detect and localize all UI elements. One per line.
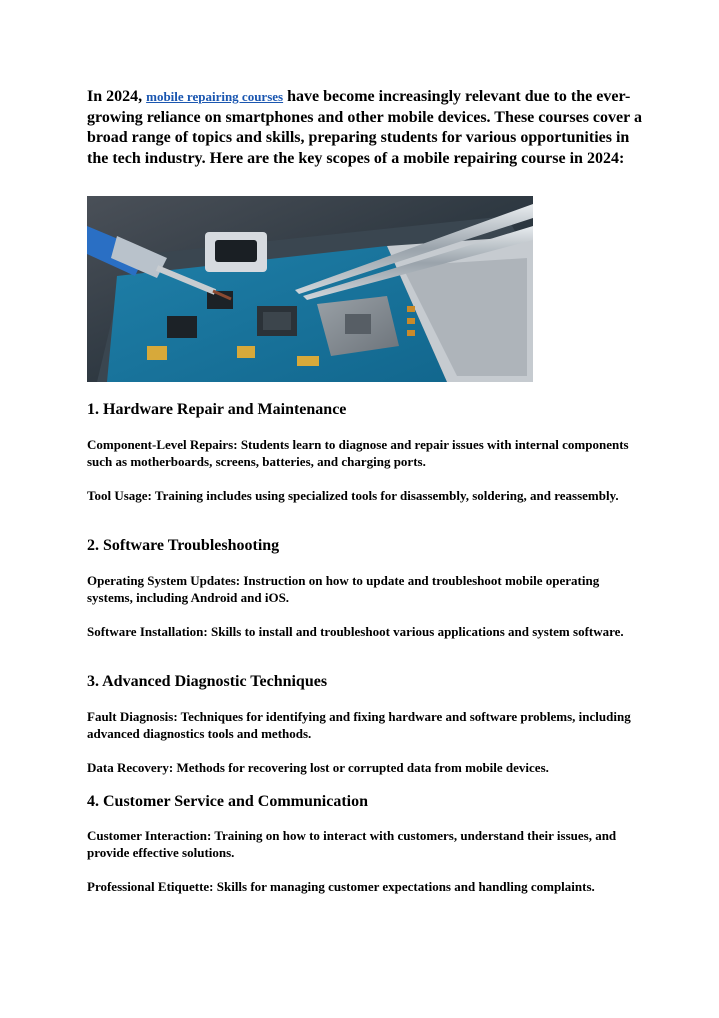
section-4-paragraph-1: Customer Interaction: Training on how to interact with customers, understand their issues, and provide effective solutions. — [87, 828, 617, 860]
section-3-heading: 3. Advanced Diagnostic Techniques — [87, 673, 328, 690]
section-2-paragraph-2: Software Installation: Skills to install and troubleshoot various applications and system software. — [87, 624, 624, 639]
section-1-paragraph-1: Component-Level Repairs: Students learn to diagnose and repair issues with internal components such as motherboards, screens, batteries, and charging ports. — [87, 437, 629, 469]
section-4-heading: 4. Customer Service and Communication — [87, 793, 369, 810]
section-4-paragraph-2: Professional Etiquette: Skills for managing customer expectations and handling complaints. — [87, 879, 595, 894]
section-2-paragraph-1: Operating System Updates: Instruction on how to update and troubleshoot mobile operating systems, including Android and iOS. — [87, 573, 600, 605]
section-3-paragraph-1: Fault Diagnosis: Techniques for identifying and fixing hardware and software problems, including advanced diagnostics tools and methods. — [87, 709, 631, 741]
circuit-board-repair-photo — [87, 196, 533, 382]
section-1-heading: 1. Hardware Repair and Maintenance — [87, 401, 347, 418]
section-1-paragraph-2: Tool Usage: Training includes using specialized tools for disassembly, soldering, and reassembly. — [87, 488, 619, 503]
mobile-repairing-courses-link[interactable]: mobile repairing courses — [146, 89, 284, 104]
section-2-heading: 2. Software Troubleshooting — [87, 537, 280, 554]
intro-paragraph — [87, 87, 647, 169]
section-3-paragraph-2: Data Recovery: Methods for recovering lost or corrupted data from mobile devices. — [87, 760, 549, 775]
intro-lead: In 2024, — [87, 88, 147, 105]
intro-rest: have become increasingly relevant due to the ever-growing reliance on smartphones and other mobile devices. These courses cover a broad range of topics and skills, preparing students for various opportunities in the tech industry. Here are the key scopes of a mobile repairing course in 2024: — [87, 88, 642, 167]
